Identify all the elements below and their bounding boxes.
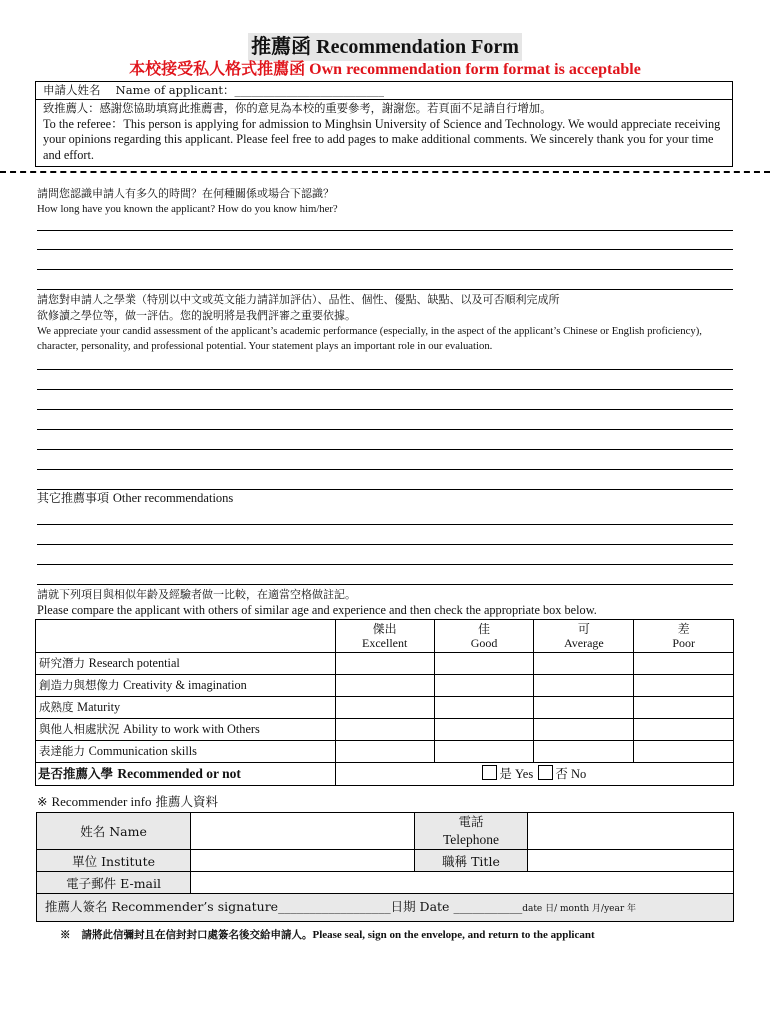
note-symbol: ※ (37, 794, 48, 809)
answer-line[interactable] (37, 249, 733, 250)
column-label-en: Excellent (362, 636, 408, 650)
column-label-zh: 傑出 (372, 622, 397, 636)
column-label-zh: 可 (577, 622, 590, 636)
signature-row (37, 894, 734, 922)
recommend-no-label: 否 No (555, 767, 587, 781)
applicant-name-field[interactable]: __________________________ (234, 83, 385, 97)
recommend-yes-label: 是 Yes (499, 767, 534, 781)
criterion-zh: 表達能力 (39, 744, 85, 758)
column-label-en: Good (470, 636, 498, 650)
criterion-research (36, 653, 336, 675)
telephone-label-zh: 電話 (458, 814, 484, 829)
intro-box (35, 81, 733, 167)
footer-note-zh: 請將此信彌封且在信封封口處簽名後交給申請人。 (81, 929, 313, 941)
answer-line[interactable] (37, 429, 733, 430)
criterion-en: Ability to work with Others (123, 722, 260, 736)
footer-note (60, 927, 595, 943)
rating-cell[interactable] (634, 653, 734, 675)
rating-cell[interactable] (434, 741, 534, 763)
institute-label-text: 單位 Institute (72, 853, 156, 869)
answer-line[interactable] (37, 409, 733, 410)
question-3 (37, 491, 233, 506)
form-title: 推薦函 Recommendation Form (248, 33, 522, 61)
signature-cell (37, 894, 734, 922)
column-average (534, 620, 634, 653)
applicant-name-label: 申請人姓名 Name of applicant： (43, 83, 235, 97)
comparison-header-row (36, 620, 734, 653)
rating-cell[interactable] (434, 653, 534, 675)
answer-line[interactable] (37, 449, 733, 450)
rating-cell[interactable] (434, 675, 534, 697)
recommend-label-en: Recommended or not (117, 766, 241, 781)
rating-cell[interactable] (335, 697, 434, 719)
footer-note-en: Please seal, sign on the envelope, and return to the applicant (312, 929, 595, 941)
column-excellent (335, 620, 434, 653)
email-label (37, 872, 191, 894)
telephone-label (415, 813, 528, 850)
table-row (36, 741, 734, 763)
column-label-zh: 差 (677, 622, 690, 636)
rating-cell[interactable] (335, 741, 434, 763)
name-label-text: 姓名 Name (80, 824, 147, 839)
rating-cell[interactable] (335, 675, 434, 697)
answer-line[interactable] (37, 489, 733, 490)
date-field[interactable]: ___________ (453, 898, 523, 914)
answer-line[interactable] (37, 269, 733, 270)
rating-cell[interactable] (534, 719, 634, 741)
name-label (37, 813, 191, 850)
criterion-en: Research potential (88, 656, 180, 670)
criterion-ability-others (36, 719, 336, 741)
answer-line[interactable] (37, 389, 733, 390)
criterion-creativity (36, 675, 336, 697)
rating-cell[interactable] (335, 719, 434, 741)
form-subtitle: 本校接受私人格式推薦函 Own recommendation form format is acceptable (129, 61, 641, 78)
column-label-en: Average (564, 636, 604, 650)
recommender-table (36, 812, 734, 922)
recommend-yes-checkbox[interactable] (482, 765, 497, 780)
table-row (37, 813, 734, 850)
date-format-hint: date 日/ month 月/year 年 (522, 903, 637, 914)
column-label-en: Poor (672, 636, 695, 650)
rating-cell[interactable] (634, 697, 734, 719)
form-title-wrap (0, 33, 770, 61)
answer-line[interactable] (37, 369, 733, 370)
criterion-zh: 成熟度 (39, 700, 74, 714)
criterion-zh: 研究潛力 (39, 656, 85, 670)
referee-note-zh: 致推薦人：感謝您協助填寫此推薦書，你的意見為本校的重要參考，謝謝您。若頁面不足請自行增加。 (43, 102, 552, 115)
signature-field[interactable]: __________________ (278, 898, 391, 914)
criterion-maturity (36, 697, 336, 719)
title-label (415, 850, 528, 872)
question-2-en: We appreciate your candid assessment of the applicant’s academic performance (especially, in the aspect of the applicant’s Chinese or English proficiency), character, personality, and professional potential. Your statement plays an important role in our evaluation. (37, 325, 702, 352)
recommend-options (335, 763, 733, 786)
cut-line (0, 171, 770, 173)
name-field[interactable] (191, 813, 415, 850)
recommender-heading-zh: 推薦人資料 (155, 794, 218, 809)
recommender-heading-en: Recommender info (51, 794, 152, 809)
rating-cell[interactable] (634, 675, 734, 697)
answer-line[interactable] (37, 564, 733, 565)
recommend-no-checkbox[interactable] (538, 765, 553, 780)
date-label: 日期 Date (390, 898, 450, 914)
recommender-info-heading (37, 794, 218, 810)
column-good (434, 620, 534, 653)
title-field[interactable] (527, 850, 733, 872)
email-field[interactable] (191, 872, 734, 894)
compare-instruction-zh: 請就下列項目與相似年齡及經驗者做一比較，在適當空格做註記。 (37, 588, 356, 601)
rating-cell[interactable] (434, 697, 534, 719)
question-2-zh-line1: 請您對申請人之學業（特別以中文或英文能力請詳加評估）、品性、個性、優點、缺點、以及可否順利完成所 (37, 293, 560, 306)
recommend-label-zh: 是否推薦入學 (38, 766, 114, 781)
table-row (37, 872, 734, 894)
question-3-zh: 其它推薦事項 (37, 491, 110, 505)
table-row (37, 850, 734, 872)
institute-field[interactable] (191, 850, 415, 872)
recommend-label (36, 763, 336, 786)
note-symbol: ※ (60, 929, 71, 941)
telephone-field[interactable] (527, 813, 733, 850)
criterion-zh: 創造力與想像力 (39, 678, 120, 692)
comparison-table (35, 619, 734, 786)
telephone-label-en: Telephone (442, 832, 499, 847)
rating-cell[interactable] (534, 653, 634, 675)
column-poor (634, 620, 734, 653)
table-row (36, 697, 734, 719)
question-1-zh: 請問您認識申請人有多久的時間？在何種關係或場合下認識？ (37, 187, 334, 200)
applicant-name-row (36, 82, 732, 100)
answer-line[interactable] (37, 524, 733, 525)
referee-note (43, 101, 726, 164)
referee-note-en: To the referee：This person is applying for admission to Minghsin University of Science and Technology. We would appreciate receiving your opinions regarding this applicant. Please feel free to add pages to make additional comments. We sincerely thank you for your time and effort. (43, 116, 721, 163)
criterion-en: Creativity & imagination (123, 678, 247, 692)
institute-label (37, 850, 191, 872)
column-label-zh: 佳 (478, 622, 491, 636)
rating-cell[interactable] (335, 653, 434, 675)
question-3-en: Other recommendations (112, 491, 234, 505)
criterion-en: Communication skills (88, 744, 197, 758)
rating-cell[interactable] (534, 697, 634, 719)
compare-instruction-en: Please compare the applicant with others of similar age and experience and then check the appropriate box below. (37, 603, 597, 617)
rating-cell[interactable] (634, 741, 734, 763)
answer-line[interactable] (37, 230, 733, 231)
criterion-communication (36, 741, 336, 763)
criterion-zh: 與他人相處狀況 (39, 722, 120, 736)
rating-cell[interactable] (634, 719, 734, 741)
table-row (36, 675, 734, 697)
answer-line[interactable] (37, 469, 733, 470)
title-label-text: 職稱 Title (442, 853, 500, 869)
email-label-text: 電子郵件 E-mail (66, 875, 161, 891)
recommend-row (36, 763, 734, 786)
question-1-en: How long have you known the applicant? How do you know him/her? (37, 203, 338, 215)
table-row (36, 653, 734, 675)
question-2-zh-line2: 欲修讀之學位等，做一評估。您的說明將是我們評審之重要依據。 (37, 309, 356, 322)
answer-line[interactable] (37, 289, 733, 290)
rating-cell[interactable] (534, 675, 634, 697)
table-row (36, 719, 734, 741)
answer-line[interactable] (37, 584, 733, 585)
answer-line[interactable] (37, 544, 733, 545)
rating-cell[interactable] (434, 719, 534, 741)
rating-cell[interactable] (534, 741, 634, 763)
comparison-header-blank (36, 620, 336, 653)
signature-label: 推薦人簽名 Recommender’s signature (45, 898, 279, 914)
criterion-en: Maturity (77, 700, 121, 714)
